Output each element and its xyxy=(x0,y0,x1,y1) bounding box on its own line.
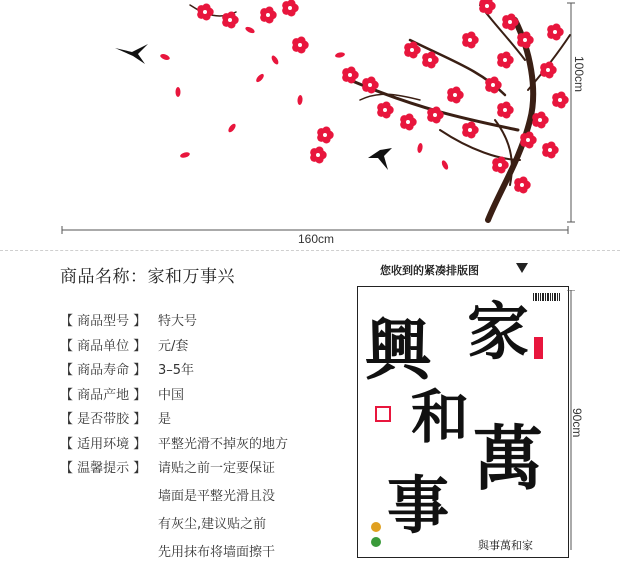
preview-dimension-line xyxy=(565,290,577,550)
tip-line: 有灰尘,建议贴之前 xyxy=(158,516,267,532)
blossom-icon xyxy=(447,87,464,104)
spec-key: 【 商品型号 】 xyxy=(60,314,147,329)
seal-stamp-icon xyxy=(534,337,543,359)
blossom-icon xyxy=(514,177,531,194)
calligraphy-char: 萬 xyxy=(473,417,543,500)
spec-row-unit xyxy=(60,335,350,360)
petal xyxy=(180,151,191,159)
blossom-icon xyxy=(547,24,564,41)
blossom-icon xyxy=(342,67,359,84)
petal xyxy=(227,123,237,134)
petal xyxy=(176,87,181,97)
blossom-icon xyxy=(517,32,534,49)
spec-row-model xyxy=(60,310,350,335)
spec-value: 平整光滑不掉灰的地方 xyxy=(158,436,289,452)
spec-key: 【 商品产地 】 xyxy=(60,387,147,403)
spec-key: 【 适用环境 】 xyxy=(60,436,147,452)
down-arrow-icon xyxy=(516,263,528,273)
spec-value: 请贴之前一定要保证 xyxy=(158,461,276,476)
spec-key: 【 商品单位 】 xyxy=(60,338,147,354)
blossom-icon xyxy=(282,0,299,16)
plum-blossom-illustration xyxy=(0,0,620,250)
blossom-icon xyxy=(377,102,394,119)
signature-text: 與事萬和家 xyxy=(478,539,533,552)
blossom-icon xyxy=(532,112,549,129)
calligraphy-char: 興 xyxy=(365,311,431,389)
petal xyxy=(159,53,170,61)
spec-list xyxy=(60,310,350,566)
calligraphy-artwork xyxy=(358,287,568,557)
blossom-icon xyxy=(400,114,417,131)
spec-key: 【 是否带胶 】 xyxy=(60,412,147,427)
petal xyxy=(441,159,450,170)
blossom-icon xyxy=(422,52,439,69)
blossom-icon xyxy=(479,0,496,14)
preview-caption: 您收到的紧凑排版图 xyxy=(380,264,479,277)
petal xyxy=(417,143,424,154)
tip-line: 墙面是平整光滑且没 xyxy=(158,488,276,504)
swallow-icon xyxy=(115,44,148,64)
spec-row-adhesive xyxy=(60,408,350,433)
swallow-icon xyxy=(368,148,392,170)
blossom-icon xyxy=(427,107,444,124)
spec-value: 是 xyxy=(158,412,172,427)
spec-value: 中国 xyxy=(158,387,185,403)
blossom-icon xyxy=(552,92,569,109)
spec-row-lifespan xyxy=(60,359,350,384)
product-title: 商品名称：家和万事兴 xyxy=(60,267,235,287)
blossom-icon xyxy=(540,62,557,79)
spec-row-tips xyxy=(60,457,350,482)
blossom-icon xyxy=(542,142,559,159)
section-divider xyxy=(0,250,620,251)
width-dimension-label: 160cm xyxy=(298,232,335,246)
blossom-icon xyxy=(260,7,277,24)
blossom-icon xyxy=(310,147,327,164)
petal xyxy=(297,95,303,105)
petal xyxy=(270,54,280,65)
spec-key: 【 商品寿命 】 xyxy=(60,363,147,378)
blossom-icon xyxy=(520,132,537,149)
spec-key: 【 温馨提示 】 xyxy=(60,461,147,476)
blossom-icon xyxy=(222,12,239,29)
calligraphy-char: 事 xyxy=(386,469,450,542)
blossom-icon xyxy=(317,127,334,144)
blossom-icon xyxy=(497,52,514,69)
spec-value: 3–5年 xyxy=(158,363,195,378)
height-dimension-label: 100cm xyxy=(572,56,586,93)
spec-row-environment xyxy=(60,433,350,458)
petal xyxy=(255,73,265,84)
calligraphy-char: 家 xyxy=(466,295,530,368)
preview-height-label: 90cm xyxy=(570,408,584,438)
spec-value: 元/套 xyxy=(158,338,189,354)
preview-image xyxy=(357,286,569,558)
blossom-icon xyxy=(497,102,514,119)
blossom-icon xyxy=(292,37,309,54)
blossom-icon xyxy=(462,122,479,139)
petal xyxy=(244,26,255,35)
petal xyxy=(335,52,346,59)
spec-row-origin xyxy=(60,384,350,409)
decoration-dot xyxy=(371,537,381,547)
calligraphy-char: 和 xyxy=(410,383,470,451)
blossom-icon xyxy=(462,32,479,49)
spec-value: 特大号 xyxy=(158,314,198,329)
tip-line: 先用抹布将墙面擦干 xyxy=(158,544,276,560)
seal-stamp-icon xyxy=(376,407,390,421)
blossom-icon xyxy=(197,4,214,21)
decoration-dot xyxy=(371,522,381,532)
